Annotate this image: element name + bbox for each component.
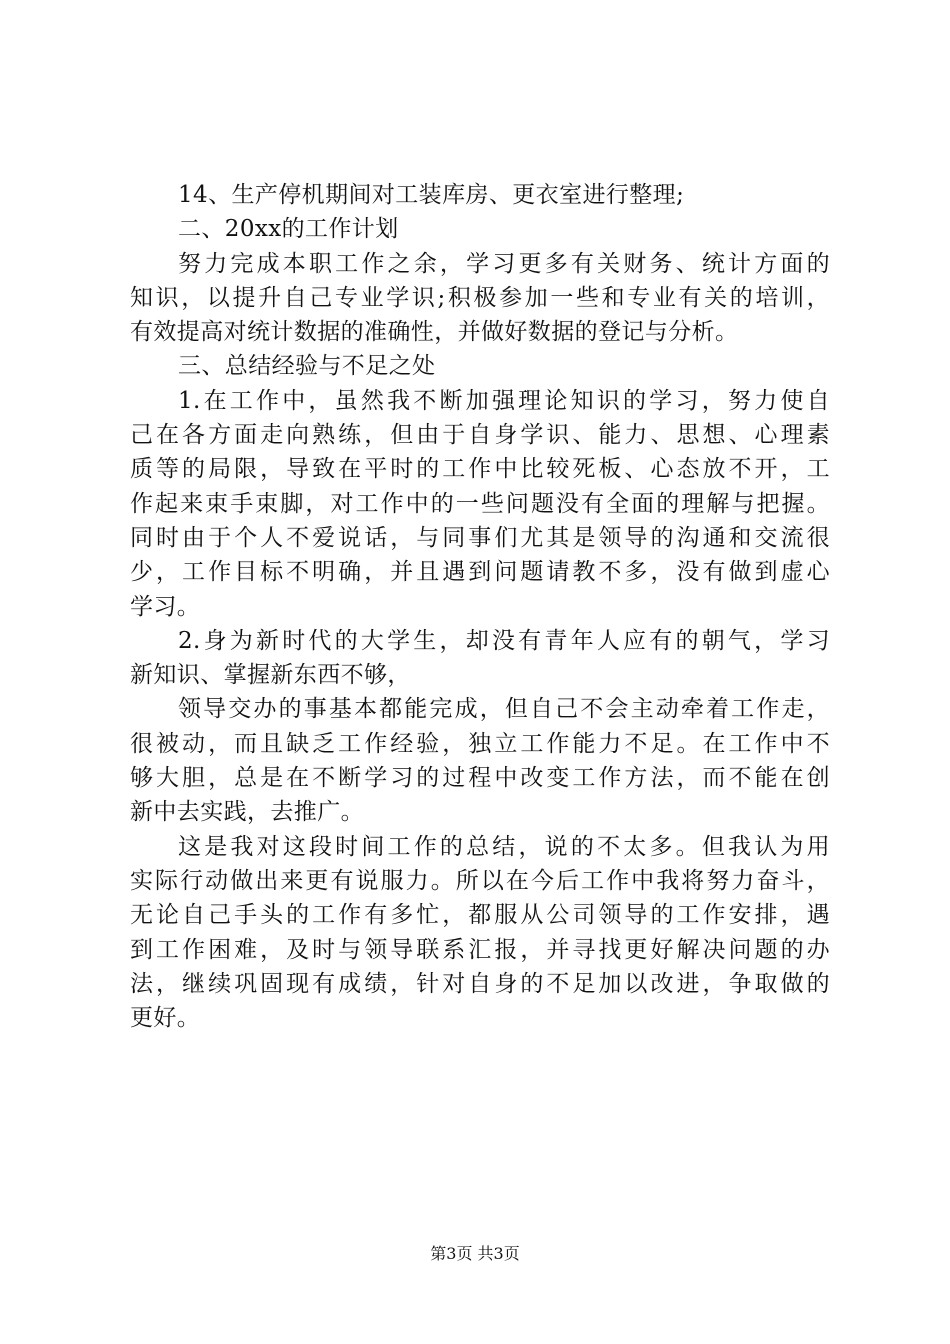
text-line: 法，继续巩固现有成绩，针对自身的不足加以改进，争取做的: [130, 970, 830, 997]
text-line: 少，工作目标不明确，并且遇到问题请教不多，没有做到虚心: [130, 559, 830, 586]
text-line: 新知识、掌握新东西不够，: [130, 662, 411, 689]
text-line: 知识，以提升自己专业学识;积极参加一些和专业有关的培训，: [130, 284, 830, 311]
document-body: [130, 178, 830, 1035]
text-line: 同时由于个人不爱说话，与同事们尤其是领导的沟通和交流很: [130, 524, 830, 551]
text-line: 无论自己手头的工作有多忙，都服从公司领导的工作安排，遇: [130, 902, 830, 929]
text-line: 领导交办的事基本都能完成，但自己不会主动牵着工作走，: [178, 696, 830, 723]
text-line: 三、总结经验与不足之处: [178, 353, 436, 380]
text-line: 1.在工作中，虽然我不断加强理论知识的学习，努力使自: [178, 387, 830, 414]
text-line: 作起来束手束脚，对工作中的一些问题没有全面的理解与把握。: [130, 490, 830, 517]
text-line: 实际行动做出来更有说服力。所以在今后工作中我将努力奋斗，: [130, 867, 830, 894]
text-line: 2.身为新时代的大学生，却没有青年人应有的朝气，学习: [178, 627, 830, 654]
text-line: 学习。: [130, 593, 201, 620]
text-line: 到工作困难，及时与领导联系汇报，并寻找更好解决问题的办: [130, 936, 830, 963]
text-line: 很被动，而且缺乏工作经验，独立工作能力不足。在工作中不: [130, 730, 830, 757]
text-line: 二、20xx的工作计划: [178, 216, 399, 243]
text-line: 质等的局限，导致在平时的工作中比较死板、心态放不开，工: [130, 456, 830, 483]
text-line: 努力完成本职工作之余，学习更多有关财务、统计方面的: [178, 250, 830, 277]
text-line: 新中去实践，去推广。: [130, 799, 364, 826]
text-line: 够大胆，总是在不断学习的过程中改变工作方法，而不能在创: [130, 765, 830, 792]
text-line: 有效提高对统计数据的准确性，并做好数据的登记与分析。: [130, 319, 739, 346]
text-line: 更好。: [130, 1005, 201, 1032]
text-line: 己在各方面走向熟练，但由于自身学识、能力、思想、心理素: [130, 422, 830, 449]
text-line: 这是我对这段时间工作的总结，说的不太多。但我认为用: [178, 833, 830, 860]
page-footer: [0, 1244, 950, 1264]
text-line: 14、生产停机期间对工装库房、更衣室进行整理;: [178, 182, 685, 208]
page-number-label: 第3页 共3页: [430, 1244, 520, 1263]
